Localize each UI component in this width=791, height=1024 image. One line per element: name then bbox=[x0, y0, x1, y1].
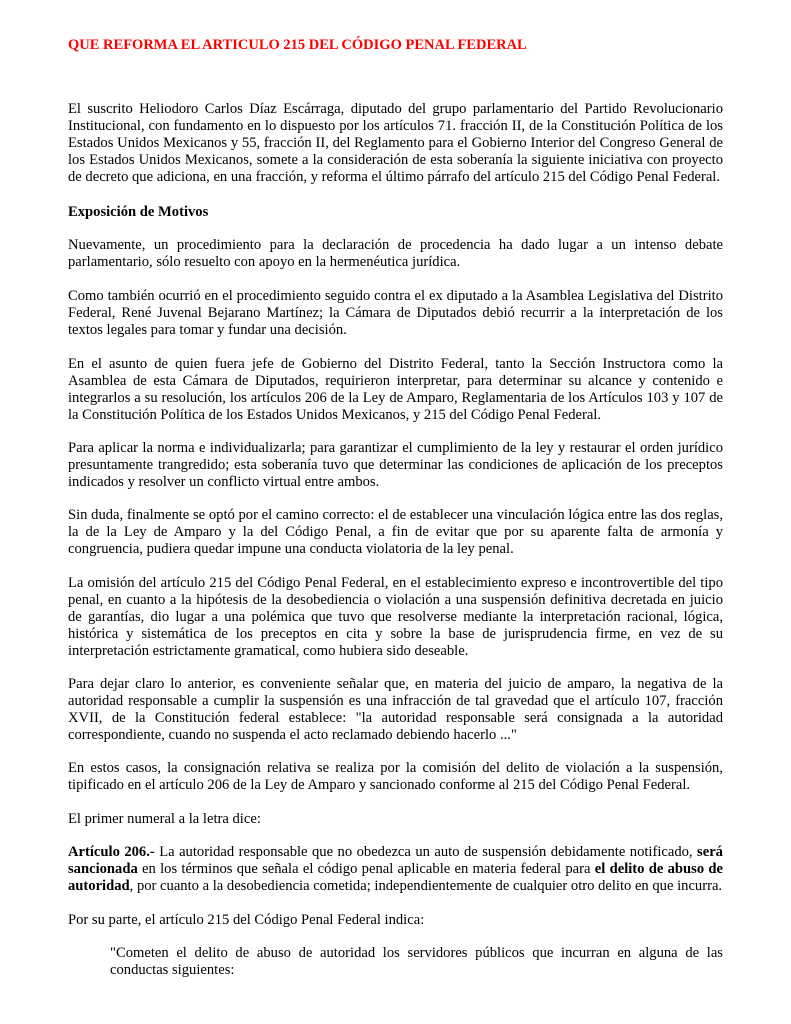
paragraph-9: El primer numeral a la letra dice: bbox=[68, 811, 261, 827]
article-206-text-1: La autoridad responsable que no obedezca un auto de suspensión debidamente notificado, bbox=[154, 844, 698, 860]
article-206-text-2: en los términos que señala el código penal aplicable en materia federal para bbox=[137, 861, 595, 877]
paragraph-2: Como también ocurrió en el procedimiento seguido contra el ex diputado a la Asamblea Legislativa del Distrito Federal, René Juvenal Bejarano Martínez; la Cámara de Diputados debió recurrir a la interpretación de los textos legales para tomar y fundar una decisión. bbox=[68, 288, 723, 338]
paragraph-1: Nuevamente, un procedimiento para la declaración de procedencia ha dado lugar a un intenso debate parlamentario, sólo resuelto con apoyo en la hermenéutica jurídica. bbox=[68, 237, 723, 270]
paragraph-7: Para dejar claro lo anterior, es conveniente señalar que, en materia del juicio de amparo, la negativa de la autoridad responsable a cumplir la suspensión es una infracción de tal gravedad que el artículo 107, fracción XVII, de la Constitución federal establece: "la autoridad responsable será consignada a la autoridad correspondiente, cuando no suspenda el acto reclamado debiendo hacerlo ..." bbox=[68, 676, 723, 743]
paragraph-5: Sin duda, finalmente se optó por el camino correcto: el de establecer una vinculación lógica entre las dos reglas, la de la Ley de Amparo y la del Código Penal, a fin de evitar que por su aparente falta de armonía y congruencia, pudiera quedar impune una conducta violatoria de la ley penal. bbox=[68, 507, 723, 557]
article-215-quote: "Cometen el delito de abuso de autoridad los servidores públicos que incurran en alguna de las conductas siguientes: bbox=[110, 945, 723, 978]
document-title: QUE REFORMA EL ARTICULO 215 DEL CÓDIGO PENAL FEDERAL bbox=[68, 37, 527, 53]
article-206-paragraph bbox=[68, 844, 723, 895]
section-heading: Exposición de Motivos bbox=[68, 204, 209, 220]
article-206-text-3: , por cuanto a la desobediencia cometida; independientemente de cualquier otro delito en que incurra. bbox=[129, 878, 723, 894]
paragraph-6: La omisión del artículo 215 del Código Penal Federal, en el establecimiento expreso e incontrovertible del tipo penal, en cuanto a la hipótesis de la desobediencia o violación a una suspensión definitiva decretada en juicio de garantías, dio lugar a una polémica que tuvo que resolverse mediante la interpretación racional, lógica, histórica y sistemática de los preceptos en cita y sobre la base de jurisprudencia firme, en vez de su interpretación estrictamente gramatical, como hubiera sido deseable. bbox=[68, 575, 723, 659]
intro-paragraph: El suscrito Heliodoro Carlos Díaz Escárraga, diputado del grupo parlamentario del Partido Revolucionario Institucional, con fundamento en lo dispuesto por los artículos 71. fracción II, de la Constitución Política de los Estados Unidos Mexicanos y 55, fracción II, del Reglamento para el Gobierno Interior del Congreso General de los Estados Unidos Mexicanos, somete a la consideración de esta soberanía la siguiente iniciativa con proyecto de decreto que adiciona, en una fracción, y reforma el último párrafo del artículo 215 del Código Penal Federal. bbox=[68, 101, 723, 185]
article-206-label: Artículo 206.- bbox=[68, 844, 155, 860]
paragraph-4: Para aplicar la norma e individualizarla; para garantizar el cumplimiento de la ley y restaurar el orden jurídico presuntamente trangredido; esta soberanía tuvo que determinar las condiciones de aplicación de los preceptos indicados y resolver un conflicto virtual entre ambos. bbox=[68, 440, 723, 490]
article-206-bold-2: el delito de abuso de autoridad bbox=[68, 861, 723, 894]
article-206-bold-1: será sancionada bbox=[68, 844, 723, 877]
paragraph-8: En estos casos, la consignación relativa se realiza por la comisión del delito de violación a la suspensión, tipificado en el artículo 206 de la Ley de Amparo y sancionado conforme al 215 del Código Penal Federal. bbox=[68, 760, 723, 793]
paragraph-3: En el asunto de quien fuera jefe de Gobierno del Distrito Federal, tanto la Sección Instructora como la Asamblea de esta Cámara de Diputados, requirieron interpretar, para determinar su alcance y contenido e integrarlos a su resolución, los artículos 206 de la Ley de Amparo, Reglamentaria de los Artículos 103 y 107 de la Constitución Política de los Estados Unidos Mexicanos, y 215 del Código Penal Federal. bbox=[68, 356, 723, 423]
paragraph-10: Por su parte, el artículo 215 del Código Penal Federal indica: bbox=[68, 912, 425, 928]
